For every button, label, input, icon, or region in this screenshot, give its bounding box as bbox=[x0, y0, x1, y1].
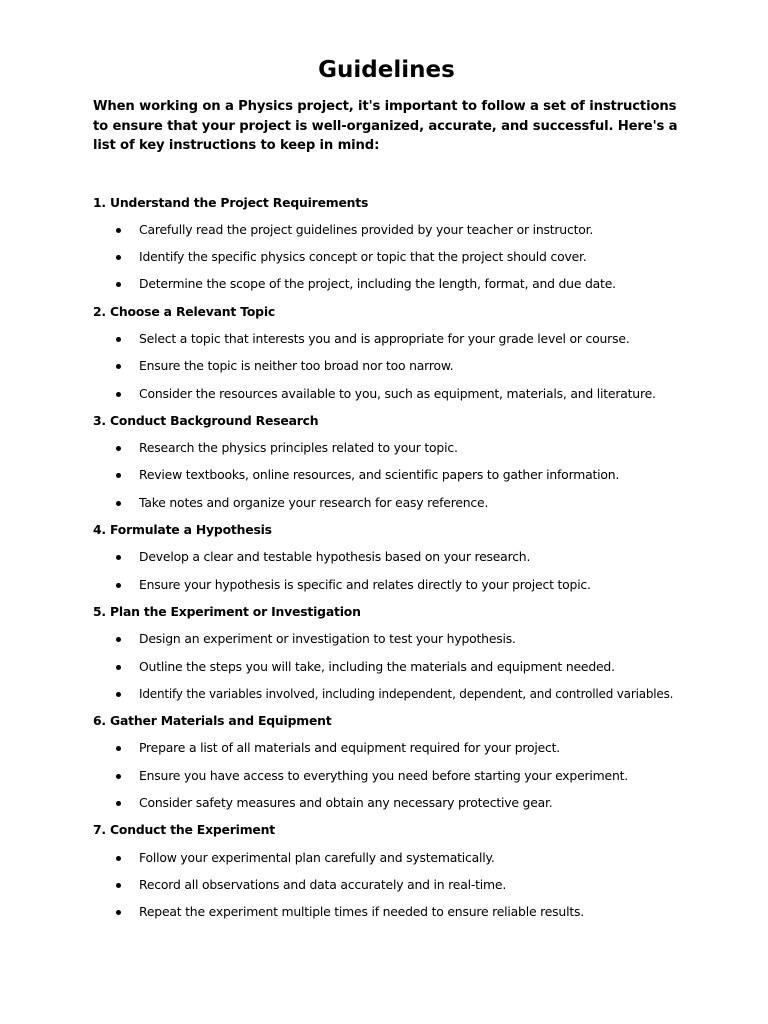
list-item bbox=[93, 903, 680, 921]
list-item-text: Select a topic that interests you and is appropriate for your grade level or course. bbox=[139, 330, 630, 346]
bullet-icon bbox=[116, 665, 121, 670]
list-item bbox=[93, 275, 680, 293]
guideline-section bbox=[93, 821, 680, 921]
bullet-icon bbox=[116, 801, 121, 806]
page-title: Guidelines bbox=[318, 57, 455, 83]
list-item-text: Review textbooks, online resources, and scientific papers to gather information. bbox=[139, 467, 620, 483]
bullet-list bbox=[93, 548, 680, 593]
list-item-text: Prepare a list of all materials and equipment required for your project. bbox=[139, 740, 561, 756]
list-item-text: Ensure the topic is neither too broad nor too narrow. bbox=[139, 358, 454, 374]
list-item bbox=[93, 357, 680, 375]
bullet-list bbox=[93, 630, 680, 703]
bullet-list bbox=[93, 221, 680, 294]
list-item-text: Take notes and organize your research for easy reference. bbox=[139, 494, 489, 510]
bullet-icon bbox=[116, 883, 121, 888]
intro-paragraph: When working on a Physics project, it's important to follow a set of instructions to ensure that your project is well-organized, accurate, and successful. Here's a list of key instructions to keep in mind: bbox=[93, 99, 678, 153]
bullet-icon bbox=[116, 282, 121, 287]
list-item-text: Ensure you have access to everything you need before starting your experiment. bbox=[139, 767, 628, 783]
bullet-icon bbox=[116, 501, 121, 506]
list-item bbox=[93, 548, 680, 566]
list-item-text: Repeat the experiment multiple times if needed to ensure reliable results. bbox=[139, 904, 584, 920]
list-item-text: Design an experiment or investigation to test your hypothesis. bbox=[139, 631, 516, 647]
list-item-text: Ensure your hypothesis is specific and relates directly to your project topic. bbox=[139, 576, 591, 592]
bullet-icon bbox=[116, 364, 121, 369]
bullet-icon bbox=[116, 692, 121, 697]
section-heading: 1. Understand the Project Requirements bbox=[93, 194, 369, 210]
list-item-text: Develop a clear and testable hypothesis based on your research. bbox=[139, 549, 531, 565]
guideline-section bbox=[93, 521, 680, 594]
list-item-text: Identify the variables involved, including independent, dependent, and controlled variables. bbox=[139, 686, 674, 701]
list-item-text: Determine the scope of the project, including the length, format, and due date. bbox=[139, 276, 616, 292]
list-item-text: Research the physics principles related to your topic. bbox=[139, 440, 458, 456]
section-heading: 7. Conduct the Experiment bbox=[93, 822, 275, 838]
list-item-text: Record all observations and data accurately and in real-time. bbox=[139, 876, 507, 892]
list-item bbox=[93, 248, 680, 266]
list-item-text: Consider safety measures and obtain any necessary protective gear. bbox=[139, 795, 553, 811]
list-item bbox=[93, 876, 680, 894]
list-item bbox=[93, 494, 680, 512]
list-item-text: Follow your experimental plan carefully and systematically. bbox=[139, 849, 495, 865]
section-heading: 4. Formulate a Hypothesis bbox=[93, 522, 272, 538]
list-item bbox=[93, 576, 680, 594]
list-item-text: Outline the steps you will take, including the materials and equipment needed. bbox=[139, 658, 615, 674]
guideline-section bbox=[93, 303, 680, 403]
section-heading: 6. Gather Materials and Equipment bbox=[93, 713, 332, 729]
section-heading: 2. Choose a Relevant Topic bbox=[93, 303, 276, 319]
guideline-section bbox=[93, 603, 680, 703]
list-item bbox=[93, 685, 680, 703]
list-item bbox=[93, 630, 680, 648]
bullet-icon bbox=[116, 255, 121, 260]
bullet-icon bbox=[116, 228, 121, 233]
bullet-icon bbox=[116, 774, 121, 779]
guideline-section bbox=[93, 412, 680, 512]
list-item bbox=[93, 466, 680, 484]
bullet-icon bbox=[116, 446, 121, 451]
list-item bbox=[93, 794, 680, 812]
list-item bbox=[93, 330, 680, 348]
list-item bbox=[93, 385, 680, 403]
bullet-list bbox=[93, 739, 680, 812]
bullet-list bbox=[93, 439, 680, 512]
bullet-icon bbox=[116, 637, 121, 642]
list-item bbox=[93, 739, 680, 757]
bullet-icon bbox=[116, 746, 121, 751]
guideline-section bbox=[93, 194, 680, 294]
bullet-list bbox=[93, 330, 680, 403]
list-item bbox=[93, 767, 680, 785]
bullet-icon bbox=[116, 583, 121, 588]
bullet-icon bbox=[116, 473, 121, 478]
guidelines-sections bbox=[93, 194, 680, 922]
bullet-icon bbox=[116, 555, 121, 560]
bullet-icon bbox=[116, 337, 121, 342]
section-heading: 5. Plan the Experiment or Investigation bbox=[93, 603, 361, 619]
list-item bbox=[93, 221, 680, 239]
list-item bbox=[93, 439, 680, 457]
list-item bbox=[93, 658, 680, 676]
list-item-text: Identify the specific physics concept or topic that the project should cover. bbox=[139, 249, 587, 265]
bullet-icon bbox=[116, 856, 121, 861]
list-item bbox=[93, 849, 680, 867]
section-heading: 3. Conduct Background Research bbox=[93, 412, 319, 428]
list-item-text: Carefully read the project guidelines provided by your teacher or instructor. bbox=[139, 221, 594, 237]
bullet-icon bbox=[116, 910, 121, 915]
list-item-text: Consider the resources available to you, such as equipment, materials, and literature. bbox=[139, 385, 656, 401]
guideline-section bbox=[93, 712, 680, 812]
bullet-icon bbox=[116, 392, 121, 397]
bullet-list bbox=[93, 849, 680, 922]
